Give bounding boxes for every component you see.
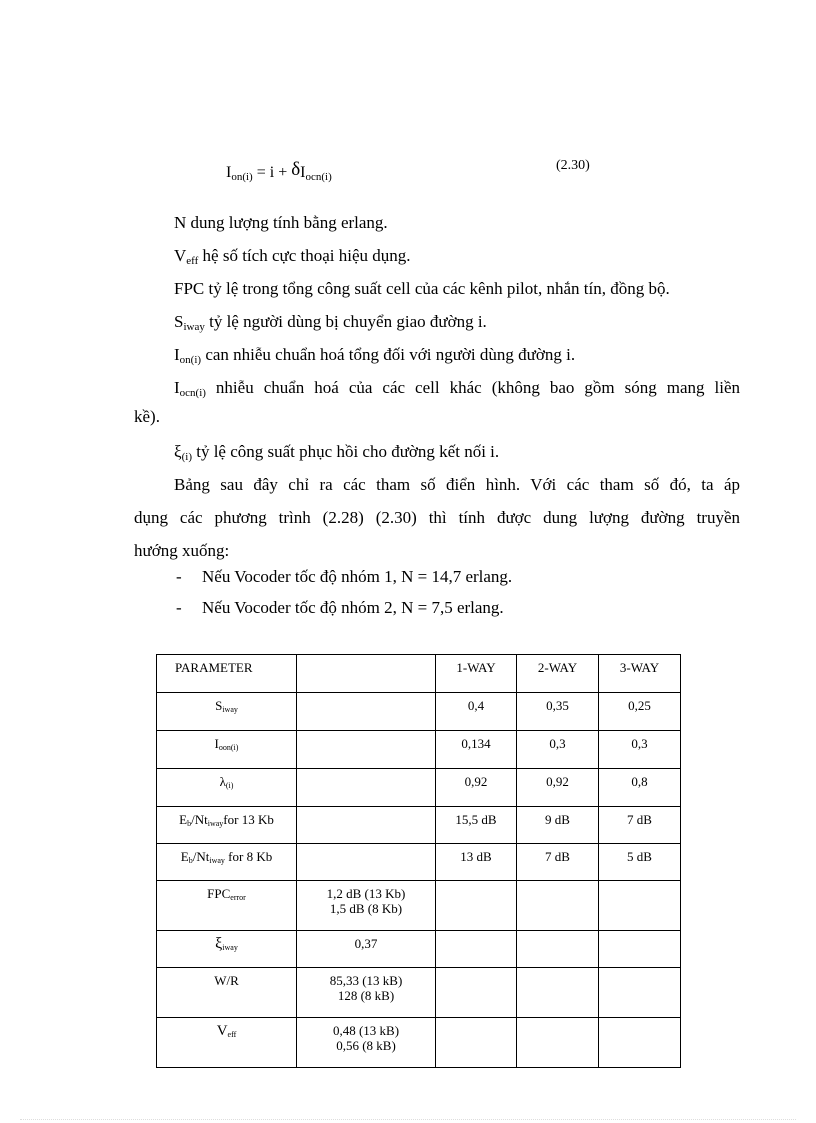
- param-fpc-error: $FPC_{error}$: [157, 881, 297, 931]
- table-row: $V_{eff}$ 0,48 (13 kB) 0,56 (8 kB): [157, 1018, 681, 1068]
- table-row: $E_b/Nt_{iway}for$ 13 Kb 15,5 dB 9 dB 7 dB: [157, 807, 681, 844]
- paragraph-line-1: Bảng sau đây chỉ ra các tham số điển hình. Với các tham số đó, ta áp: [174, 475, 740, 494]
- param-ebnt-13kb: $E_b/Nt_{iway}for$ 13 Kb: [157, 807, 297, 844]
- table-row: $\xi_{iway}$ 0,37: [157, 931, 681, 968]
- parameter-table: [156, 654, 681, 1068]
- param-w-r: W/R: [157, 968, 297, 1018]
- definition-xi: $\xi_{(i)}$ tỷ lệ công suất phục hồi cho đường kết nối i.: [174, 442, 500, 463]
- page-bottom-edge: [20, 1119, 796, 1120]
- table-row: W/R 85,33 (13 kB) 128 (8 kB): [157, 968, 681, 1018]
- definition-siway: $S_{iway}$ tỷ lệ người dùng bị chuyển giao đường i.: [174, 312, 487, 333]
- header-1-way: 1-WAY: [436, 655, 517, 693]
- definition-n: N dung lượng tính bằng erlang.: [174, 213, 388, 232]
- equation-lhs: I: [226, 164, 232, 181]
- definition-iocn: $I_{ocn(i)}$ nhiễu chuẩn hoá của các cell khác (không bao gồm sóng mang liền: [174, 378, 740, 399]
- definition-ion: $I_{on(i)}$ can nhiễu chuẩn hoá tổng đối với người dùng đường i.: [174, 345, 576, 366]
- definition-iocn-cont: kề).: [134, 407, 160, 426]
- header-parameter: PARAMETER: [157, 655, 297, 693]
- header-blank: [297, 655, 436, 693]
- equation-rhs2-sub: ocn(i): [305, 171, 332, 183]
- paragraph-line-2: dụng các phương trình (2.28) (2.30) thì tính được dung lượng đường truyền: [134, 508, 740, 527]
- table-row: $I_{oon(i)}$ 0,134 0,3 0,3: [157, 731, 681, 769]
- list-item: - Nếu Vocoder tốc độ nhóm 2, N = 7,5 erlang.: [176, 598, 504, 617]
- equation-number: (2.30): [556, 158, 590, 173]
- table-row: $E_b/Nt_{iway}$ for 8 Kb 13 dB 7 dB 5 dB: [157, 844, 681, 881]
- param-veff: $V_{eff}$: [157, 1018, 297, 1068]
- equation-rhs2: I: [300, 164, 306, 181]
- param-xi-iway: $\xi_{iway}$: [157, 931, 297, 968]
- table-row: $\lambda_{(i)}$ 0,92 0,92 0,8: [157, 769, 681, 807]
- table-header-row: [157, 655, 681, 693]
- param-siway: $S_{iway}$: [157, 693, 297, 731]
- param-lambda: $\lambda_{(i)}$: [157, 769, 297, 807]
- table-row: $S_{iway}$ 0,4 0,35 0,25: [157, 693, 681, 731]
- table-row: $FPC_{error}$ 1,2 dB (13 Kb) 1,5 dB (8 Kb): [157, 881, 681, 931]
- definition-veff: $V_{eff}$ hệ số tích cực thoại hiệu dụng.: [174, 246, 411, 267]
- equation: [226, 161, 332, 183]
- header-3-way: 3-WAY: [599, 655, 681, 693]
- equation-lhs-sub: on(i): [231, 171, 253, 183]
- param-ebnt-8kb: $E_b/Nt_{iway}$ for 8 Kb: [157, 844, 297, 881]
- equation-rhs: = i +: [252, 164, 292, 181]
- equation-delta: δ: [291, 159, 301, 180]
- paragraph-line-3: hướng xuống:: [134, 541, 230, 560]
- list-item: - Nếu Vocoder tốc độ nhóm 1, N = 14,7 erlang.: [176, 567, 513, 586]
- definition-fpc: FPC tỷ lệ trong tổng công suất cell của các kênh pilot, nhắn tín, đồng bộ.: [174, 279, 670, 298]
- param-ioon: $I_{oon(i)}$: [157, 731, 297, 769]
- header-2-way: 2-WAY: [517, 655, 599, 693]
